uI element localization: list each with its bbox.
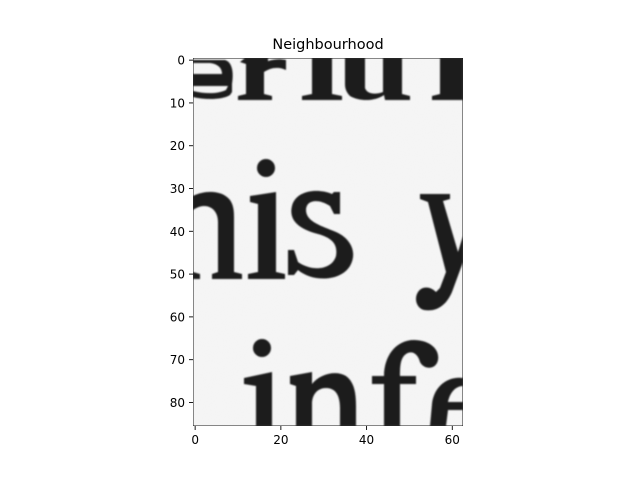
y-tick-label: 10 — [169, 96, 185, 111]
x-axis-ticks — [191, 426, 460, 447]
y-tick-label: 40 — [169, 224, 185, 239]
y-tick-label: 70 — [169, 353, 185, 368]
x-tick-label: 40 — [358, 433, 375, 447]
y-axis-ticks — [170, 54, 193, 410]
y-tick-label: 60 — [169, 310, 185, 325]
y-tick-label: 50 — [169, 267, 185, 282]
y-tick-label: 80 — [169, 395, 185, 410]
x-tick-label: 60 — [444, 433, 460, 447]
y-tick-label: 0 — [177, 53, 185, 68]
chart-title: Neighbourhood — [272, 37, 384, 53]
y-tick-label: 30 — [169, 182, 185, 197]
y-tick-label: 20 — [169, 139, 185, 154]
x-tick-label: 0 — [191, 433, 199, 447]
x-tick-label: 20 — [273, 433, 289, 447]
image-panel — [193, 58, 463, 426]
